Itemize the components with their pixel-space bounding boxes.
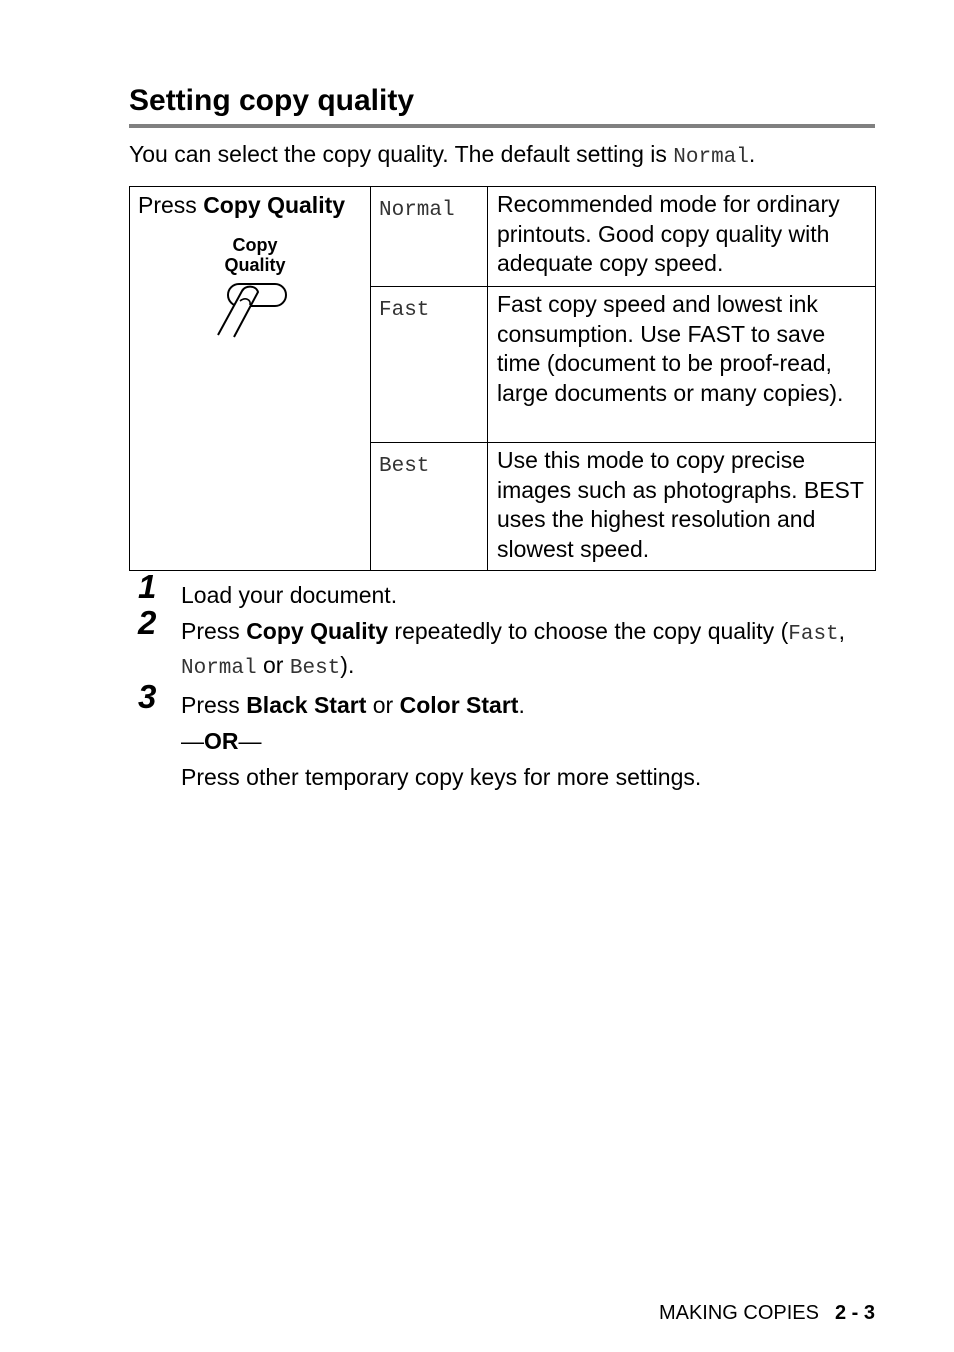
step-2-text: repeatedly to choose the copy quality ( [388, 618, 789, 644]
description-normal: Recommended mode for ordinary printouts. Good copy quality with adequate copy speed. [488, 187, 876, 287]
step-3-or: or [366, 692, 400, 718]
mode-cell-best [371, 443, 488, 571]
step-3-instruction [181, 690, 875, 720]
or-word: OR [204, 728, 239, 754]
mode-cell-fast [371, 287, 488, 443]
step-1 [129, 568, 875, 610]
step-3 [129, 678, 875, 792]
or-suffix: — [238, 728, 262, 754]
key-label-line2: Quality [224, 254, 286, 275]
step-list [129, 568, 875, 792]
footer-page-number: 2 - 3 [834, 1302, 875, 1324]
mode-fast: Fast [379, 299, 430, 322]
description-best: Use this mode to copy precise images such as photographs. BEST uses the highest resolution and slowest speed. [488, 443, 876, 571]
step-3-key-black-start: Black Start [246, 692, 367, 718]
or-separator [181, 726, 875, 756]
key-label-line1: Copy [232, 234, 278, 255]
step-2-or: or [256, 652, 290, 678]
step-1-text: Load your document. [181, 582, 398, 608]
step-2 [129, 604, 875, 684]
intro-paragraph [129, 139, 875, 173]
copy-quality-key-name: Copy Quality [203, 192, 346, 218]
step-2-key: Copy Quality [246, 618, 389, 644]
step-2-option-normal: Normal [181, 657, 257, 680]
step-2-comma: , [838, 618, 846, 644]
or-prefix: — [181, 728, 204, 754]
section-title: Setting copy quality [129, 84, 415, 117]
step-3-press: Press [181, 692, 247, 718]
copy-quality-key-press-icon [198, 227, 308, 339]
intro-text: You can select the copy quality. The default setting is [129, 141, 674, 167]
copy-quality-table [129, 186, 876, 571]
page-footer [659, 1300, 875, 1326]
step-2-option-fast: Fast [788, 623, 839, 646]
step-2-number: 2 [138, 604, 157, 641]
table-row-normal [130, 187, 876, 287]
intro-end: . [748, 141, 756, 167]
mode-normal: Normal [379, 199, 455, 222]
step-2-option-best: Best [289, 657, 341, 680]
footer-chapter: MAKING COPIES [658, 1302, 819, 1324]
mode-best: Best [379, 455, 430, 478]
step-3-end: . [518, 692, 525, 718]
step-3-alternative: Press other temporary copy keys for more settings. [181, 764, 702, 790]
description-fast: Fast copy speed and lowest ink consumption. Use FAST to save time (document to be proof-read, large documents or many copies). [488, 287, 876, 443]
press-label: Press [138, 192, 197, 218]
heading-rule [129, 124, 875, 128]
mode-cell-normal [371, 187, 488, 287]
press-key-cell [130, 187, 371, 571]
step-3-number: 3 [138, 678, 157, 715]
press-key-instruction [138, 191, 364, 221]
intro-default-setting: Normal [673, 146, 749, 169]
step-2-end: ). [340, 652, 355, 678]
step-2-press: Press [181, 618, 247, 644]
step-1-number: 1 [138, 568, 157, 605]
step-3-key-color-start: Color Start [399, 692, 519, 718]
